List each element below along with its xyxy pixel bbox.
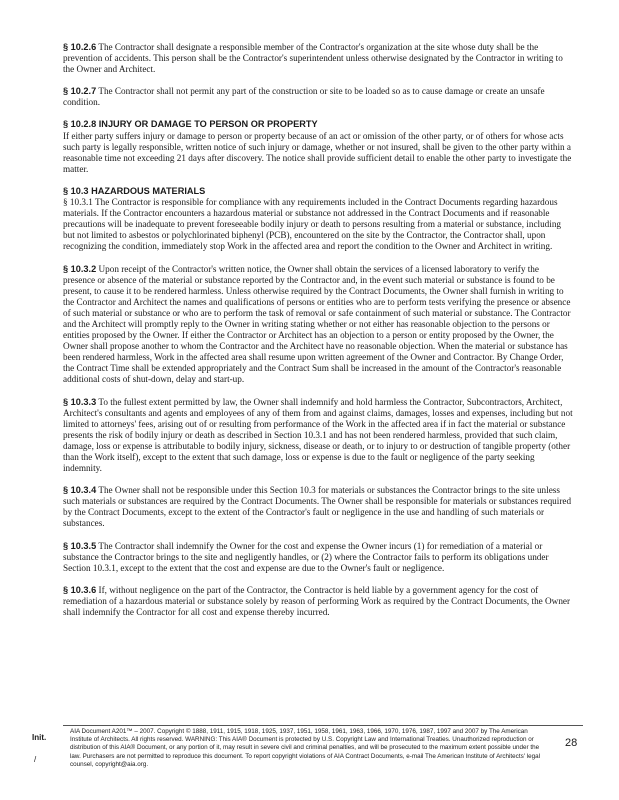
section-number: § 10.3.2 — [63, 263, 97, 274]
initials-label: Init. — [32, 733, 47, 742]
footer-divider — [63, 725, 583, 726]
page-footer — [0, 725, 619, 795]
section-heading: § 10.3 HAZARDOUS MATERIALS — [63, 185, 206, 196]
section-number: § 10.2.7 — [63, 86, 97, 97]
section-number: § 10.3.3 — [63, 396, 97, 407]
paragraph-text: The Owner shall not be responsible under this Section 10.3 for materials or substances the Contractor brings to the site unless such materials or substances are required by the Contract Documents. The Owner shall be responsible for materials or substances required by the Contract Documents, except to the extent of the Contractor's fault or negligence in the use and handling of such materials or substances. — [63, 485, 572, 529]
paragraph-10-3-1 — [63, 186, 573, 253]
paragraph-text: If either party suffers injury or damage to person or property because of an act or omission of the other party, or of others for whose acts such party is legally responsible, written notice of such injury or damage, whether or not insured, shall be given to the other party within a reasonable time not exceeding 21 days after discovery. The notice shall provide sufficient detail to enable the other party to investigate the matter. — [63, 130, 572, 174]
page-number: 28 — [565, 737, 578, 749]
paragraph-10-3-3 — [63, 397, 573, 475]
section-number: § 10.3.6 — [63, 584, 97, 595]
section-number: § 10.3.4 — [63, 485, 97, 496]
paragraph-text: The Contractor shall not permit any part of the construction or site to be loaded so as to cause damage or create an unsafe condition. — [63, 86, 545, 108]
paragraph-10-3-6 — [63, 585, 573, 618]
initials-mark: / — [34, 755, 37, 764]
section-number: § 10.2.6 — [63, 42, 97, 52]
paragraph-text: Upon receipt of the Contractor's written notice, the Owner shall obtain the services of a licensed laboratory to verify the presence or absence of the material or substance reported by the Contractor and, in the event such material or substance is found to be present, to cause it to be rendered harmless. Unless otherwise required by the Contract Documents, the Owner shall furnish in writing to the Contractor and Architect the names and qualifications of persons or entities who are to perform tests verifying the presence or absence of such material or substance or who are to perform the task of removal or safe containment of such material or substance. The Contractor and the Architect will promptly reply to the Owner in writing stating whether or not either has reasonable objection to the persons or entities proposed by the Owner. If either the Contractor or Architect has an objection to a person or entity proposed by the Owner, the Owner shall propose another to whom the Contractor and the Architect have no reasonable objection. When the material or substance has been rendered harmless, Work in the affected area shall resume upon written agreement of the Owner and Contractor. By Change Order, the Contract Time shall be extended appropriately and the Contract Sum shall be increased in the amount of the Contractor's reasonable additional costs of shut-down, delay and start-up. — [63, 263, 571, 385]
paragraph-10-3-4 — [63, 485, 573, 529]
paragraph-text: If, without negligence on the part of the Contractor, the Contractor is held liable by a government agency for the cost of remediation of a hazardous material or substance solely by reason of performing Work as required by the Contract Documents, the Owner shall indemnify the Contractor for all cost and expense thereby incurred. — [63, 584, 571, 618]
paragraph-10-2-8 — [63, 119, 573, 174]
paragraph-10-2-6 — [63, 42, 573, 75]
copyright-notice: AIA Document A201™ – 2007. Copyright © 1888, 1911, 1915, 1918, 1925, 1937, 1951, 1958, 1961, 1963, 1966, 1970, 1976, 1987, 1997 and 2007 by The American Institute of Architects. All rights reserved. WARNING: This AIA® Document is protected by U.S. Copyright Law and International Treaties. Unauthorized reproduction or distribution of this AIA® Document, or any portion of it, may result in severe civil and criminal penalties, and will be prosecuted to the maximum extent possible under the law. Purchasers are not permitted to reproduce this document. To report copyright violations of AIA Contract Documents, e-mail The American Institute of Architects' legal counsel, copyright@aia.org. — [70, 728, 540, 768]
section-heading: § 10.2.8 INJURY OR DAMAGE TO PERSON OR PROPERTY — [63, 119, 318, 130]
document-body — [63, 42, 573, 629]
paragraph-10-2-7 — [63, 86, 573, 108]
paragraph-text: The Contractor shall designate a responsible member of the Contractor's organization at the site whose duty shall be the prevention of accidents. This person shall be the Contractor's superintendent unless otherwise designated by the Contractor in writing to the Owner and Architect. — [63, 42, 563, 75]
section-number: § 10.3.5 — [63, 540, 97, 551]
paragraph-text: To the fullest extent permitted by law, the Owner shall indemnify and hold harmless the Contractor, Subcontractors, Architect, Architect's consultants and agents and employees of any of them from and against claims, damages, losses and expenses, including but not limited to attorneys' fees, arising out of or resulting from performance of the Work in the affected area if in fact the material or substance presents the risk of bodily injury or death as described in Section 10.3.1 and has not been rendered harmless, provided that such claim, damage, loss or expense is attributable to bodily injury, sickness, disease or death, or to injury to or destruction of tangible property (other than the Work itself), except to the extent that such damage, loss or expense is due to the fault or negligence of the party seeking indemnity. — [63, 396, 573, 474]
paragraph-10-3-5 — [63, 541, 573, 574]
paragraph-10-3-2 — [63, 264, 573, 386]
paragraph-text: § 10.3.1 The Contractor is responsible for compliance with any requirements included in the Contract Documents regarding hazardous materials. If the Contractor encounters a hazardous material or substance not addressed in the Contract Documents and if reasonable precautions will be inadequate to prevent foreseeable bodily injury or death to persons resulting from a material or substance, including but not limited to asbestos or polychlorinated biphenyl (PCB), encountered on the site by the Contractor, the Contractor shall, upon recognizing the condition, immediately stop Work in the affected area and report the condition to the Owner and Architect in writing. — [63, 197, 562, 252]
paragraph-text: The Contractor shall indemnify the Owner for the cost and expense the Owner incurs (1) for remediation of a material or substance the Contractor brings to the site and negligently handles, or (2) where the Contractor fails to perform its obligations under Section 10.3.1, except to the extent that the cost and expense are due to the Owner's fault or negligence. — [63, 540, 549, 573]
